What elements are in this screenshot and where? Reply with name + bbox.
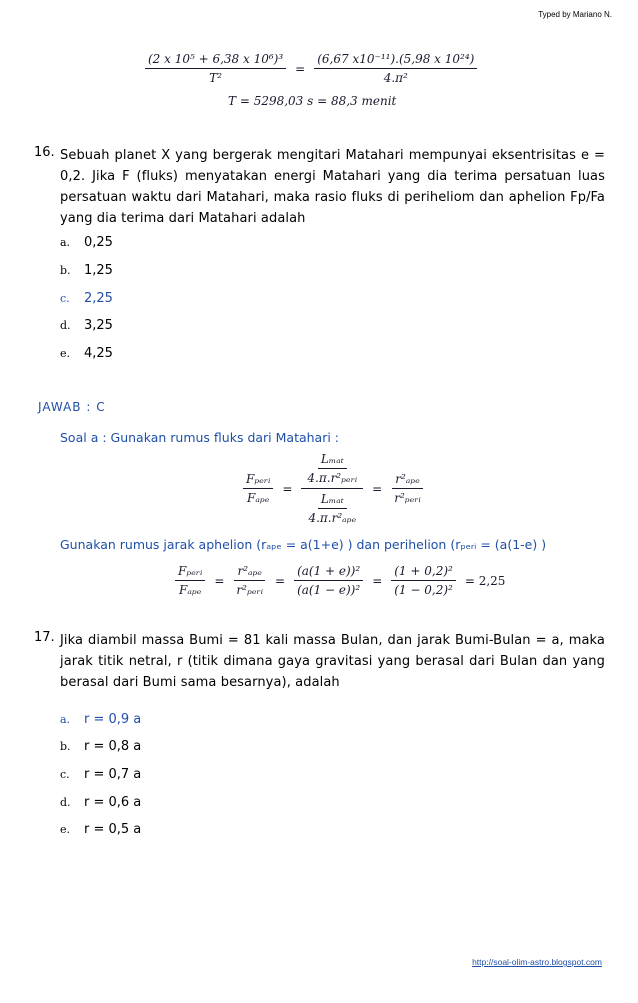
option-17-c: c. r = 0,7 a <box>60 767 142 782</box>
option-17-b: b. r = 0,8 a <box>60 739 142 754</box>
option-16-e: e. 4,25 <box>60 346 113 361</box>
typed-by-note: Typed by Mariano N. <box>538 10 612 19</box>
option-16-d: d. 3,25 <box>60 318 113 333</box>
lhs-fraction: $\frac{\text{(2 𝑥 10⁵ + 6,38 𝑥 10⁶)³}}{\text{𝑇²}}$ <box>145 52 286 85</box>
option-17-a-correct: a. r = 0,9 a <box>60 712 142 727</box>
option-17-e: e. r = 0,5 a <box>60 822 142 837</box>
question-text-17: Jika diambil massa Bumi = 81 kali massa Bulan, dan jarak Bumi-Bulan = a, maka jarak titik netral, r (titik dimana gaya gravitasi yang berasal dari Bulan dan yang berasal dari Bumi sama besarnya), adalah <box>60 633 605 690</box>
distance-ratio-equation: $\frac{\text{𝐹ₚₑᵣᵢ}}{\text{𝐹ₐₚₑ}}$ = $\frac{\text{𝑟²ₐₚₑ}}{\text{𝑟²ₚₑᵣᵢ}}$ = $\frac{\text{(𝑎(1 + 𝑒))²}}{\text{(𝑎(1 − 𝑒))²}}$ = $\frac{\text{(1 + 0,2)²}}{\text{(1 − 0,2)²}}$ = 2,25 <box>175 564 508 597</box>
answer-explanation-2: Gunakan rumus jarak aphelion (rₐₚₑ = a(1+e) ) dan perihelion (rₚₑᵣᵢ = (a(1-e) ) <box>60 537 547 552</box>
option-16-c-correct: c. 2,25 <box>60 291 113 306</box>
question-number-16: 16. <box>34 145 55 160</box>
period-result: 𝑇 = 5298,03 𝑠 = 88,3 𝑚𝑒𝑛𝑖𝑡 <box>228 94 397 108</box>
flux-ratio-equation: $\frac{\text{𝐹ₚₑᵣᵢ}}{\text{𝐹ₐₚₑ}}$ = $\frac{\frac{\text{𝐿ₘₐₜ}}{\text{4.𝜋.𝑟²ₚₑᵣᵢ}}}{\frac{\text{𝐿ₘₐₜ}}{\text{4.𝜋.𝑟²ₐₚₑ}}}$ = $\frac{\text{𝑟²ₐₚₑ}}{\text{𝑟²ₚₑᵣᵢ}}$ <box>243 452 424 525</box>
orbital-period-equation: $\frac{\text{(2 𝑥 10⁵ + 6,38 𝑥 10⁶)³}}{\text{𝑇²}}$ = $\frac{\text{(6,67 𝑥10⁻¹¹).(5,98 𝑥 10²⁴)}}{\text{4.𝜋²}}$ <box>145 52 477 85</box>
question-text-16: Sebuah planet X yang bergerak mengitari Matahari mempunyai eksentrisitas e = 0,2. Jika F (fluks) menyatakan energi Matahari yang dia terima persatuan luas persatuan waktu dari Matahari, maka rasio fluks di periheliom dan aphelion Fp/Fa yang dia terima dari Matahari adalah <box>60 148 605 226</box>
answer-label-16: JAWAB : C <box>38 400 106 414</box>
option-16-a: a. 0,25 <box>60 235 113 250</box>
rhs-fraction: $\frac{\text{(6,67 𝑥10⁻¹¹).(5,98 𝑥 10²⁴)}}{\text{4.𝜋²}}$ <box>314 52 477 85</box>
question-number-17: 17. <box>34 630 55 645</box>
answer-explanation-1: Soal a : Gunakan rumus fluks dari Matahari : <box>60 430 340 445</box>
option-17-d: d. r = 0,6 a <box>60 795 142 810</box>
option-16-b: b. 1,25 <box>60 263 113 278</box>
footer-link[interactable]: http://soal-olim-astro.blogspot.com <box>472 957 602 967</box>
